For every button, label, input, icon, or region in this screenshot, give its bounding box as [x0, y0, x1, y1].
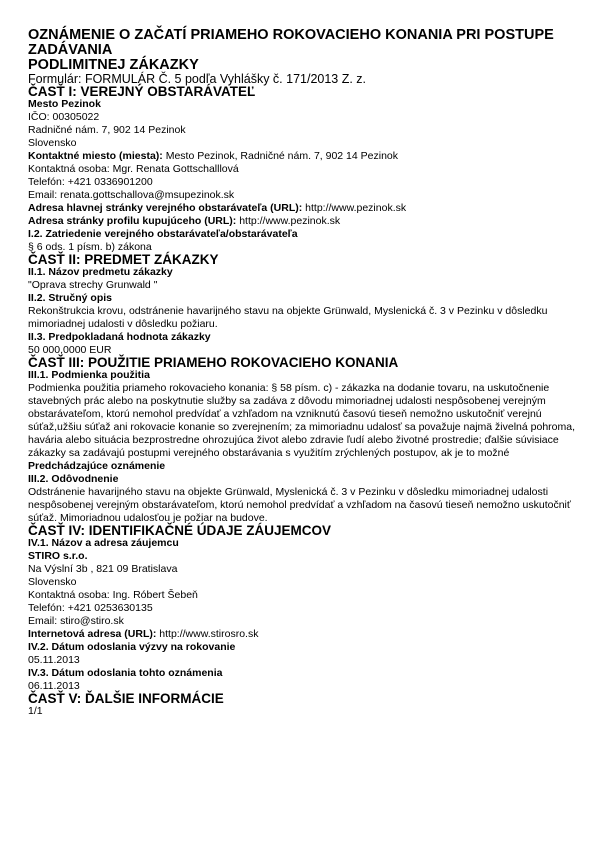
usage-condition-label: III.1. Podmienka použitia: [28, 369, 150, 381]
part-5-heading: ČASŤ V: ĎALŠIE INFORMÁCIE: [28, 691, 224, 706]
candidate-web-value: http://www.stirosro.sk: [156, 628, 259, 640]
candidate-address: Na Výslní 3b , 821 09 Bratislava: [28, 563, 178, 575]
title-line-3: PODLIMITNEJ ZÁKAZKY: [28, 57, 199, 73]
main-url-label: Adresa hlavnej stránky verejného obstarávateľa (URL):: [28, 202, 303, 214]
form-reference: Formulár: FORMULÁR Č. 5 podľa Vyhlášky č. 171/2013 Z. z.: [28, 72, 367, 86]
subject-name-value: "Oprava strechy Grunwald ": [28, 279, 158, 291]
candidate-web-label: Internetová adresa (URL):: [28, 628, 157, 640]
page-number: 1/1: [28, 705, 43, 717]
contact-place: [28, 150, 582, 163]
contact-place-value: Mesto Pezinok, Radničné nám. 7, 902 14 Pezinok: [162, 150, 399, 162]
contact-email: Email: renata.gottschallova@msupezinok.sk: [28, 189, 235, 201]
invitation-date-label: IV.2. Dátum odoslania výzvy na rokovanie: [28, 641, 236, 653]
contracting-authority-ico: IČO: 00305022: [28, 111, 100, 123]
profile-url-label: Adresa stránky profilu kupujúceho (URL):: [28, 215, 237, 227]
contact-person: Kontaktná osoba: Mgr. Renata Gottschalllová: [28, 163, 239, 175]
prior-notice-label: Predchádzajúce oznámenie: [28, 460, 166, 472]
candidate-phone: Telefón: +421 0253630135: [28, 602, 153, 614]
contracting-authority-country: Slovensko: [28, 137, 77, 149]
part-4-heading: ČASŤ IV: IDENTIFIKAČNÉ ÚDAJE ZÁUJEMCOV: [28, 523, 332, 538]
candidate-name-label: IV.1. Názov a adresa záujemcu: [28, 537, 179, 549]
justification-value: Odstránenie havarijného stavu na objekte Grünwald, Myslenická č. 3 v Pezinku v dôsledku mimoriadnej udalosti nespôsobenej verejným obstarávateľom, ktorú nemohol predvídať a vzhľadom na časovú tieseň nemožno uskutočniť súťaž. Mimoriadnou udalosťou je požiar na budove.: [28, 486, 571, 524]
contracting-authority-address: Radničné nám. 7, 902 14 Pezinok: [28, 124, 186, 136]
notice-date-label: IV.3. Dátum odoslania tohto oznámenia: [28, 667, 223, 679]
candidate-web: [28, 628, 582, 641]
contact-place-label: Kontaktné miesto (miesta):: [28, 150, 163, 162]
invitation-date: 05.11.2013: [28, 654, 80, 666]
candidate-country: Slovensko: [28, 576, 77, 588]
main-url-value: http://www.pezinok.sk: [302, 202, 407, 214]
title-line-2: ZADÁVANIA: [28, 42, 113, 58]
document-title: [28, 28, 582, 73]
subject-name-label: II.1. Názov predmetu zákazky: [28, 266, 173, 278]
justification-label: III.2. Odôvodnenie: [28, 473, 119, 485]
contact-phone: Telefón: +421 0336901200: [28, 176, 153, 188]
estimated-value-label: II.3. Predpokladaná hodnota zákazky: [28, 331, 211, 343]
candidate-company: STIRO s.r.o.: [28, 550, 88, 562]
short-description-label: II.2. Stručný opis: [28, 292, 113, 304]
candidate-email: Email: stiro@stiro.sk: [28, 615, 124, 627]
notice-date: 06.11.2013: [28, 680, 80, 692]
document-page: [28, 28, 582, 718]
usage-condition-value: Podmienka použitia priameho rokovacieho konania: § 58 písm. c) - zákazka na dodanie tovaru, na uskutočnenie stavebných prác alebo na poskytnutie služby sa zadáva z dôvodu mimoriadnej udalosti nespôsobenej verejným obstarávateľom, ktorú nemohol predvídať a vzhľadom na vzniknutú časovú tieseň nemožno uskutočniť verejnú súťaž,užšiu súťaž ani rokovacie konanie so zverejnením; za mimoriadnu udalosť sa považuje najmä živelná pohroma, havária alebo situácia bezprostredne ohrozujúca život alebo zdravie ľudí alebo životné prostredie; ďalšie súvisiace zákazky sa zadávajú postupmi verejného obstarávania s využitím zrýchlených postupov, ak je to možné: [28, 382, 576, 459]
title-line-1: OZNÁMENIE O ZAČATÍ PRIAMEHO ROKOVACIEHO KONANIA PRI POSTUPE: [28, 27, 554, 43]
part-2-heading: ČASŤ II: PREDMET ZÁKAZKY: [28, 252, 219, 267]
part-1-heading: ČASŤ I: VEREJNÝ OBSTARÁVATEĽ: [28, 84, 256, 99]
profile-url: [28, 215, 582, 228]
classification-value: § 6 ods. 1 písm. b) zákona: [28, 241, 152, 253]
candidate-contact-person: Kontaktná osoba: Ing. Róbert Šebeň: [28, 589, 198, 601]
part-3-heading: ČASŤ III: POUŽITIE PRIAMEHO ROKOVACIEHO KONANIA: [28, 355, 399, 370]
contracting-authority-name: Mesto Pezinok: [28, 98, 101, 110]
profile-url-value: http://www.pezinok.sk: [236, 215, 341, 227]
classification-label: I.2. Zatriedenie verejného obstarávateľa/obstarávateľa: [28, 228, 298, 240]
estimated-value: 50 000,0000 EUR: [28, 344, 112, 356]
short-description-value: Rekonštrukcia krovu, odstránenie havarijného stavu na objekte Grünwald, Myslenická č. 3 v Pezinku v dôsledku mimoriadnej udalosti v dôsledku požiaru.: [28, 305, 548, 330]
main-url: [28, 202, 582, 215]
